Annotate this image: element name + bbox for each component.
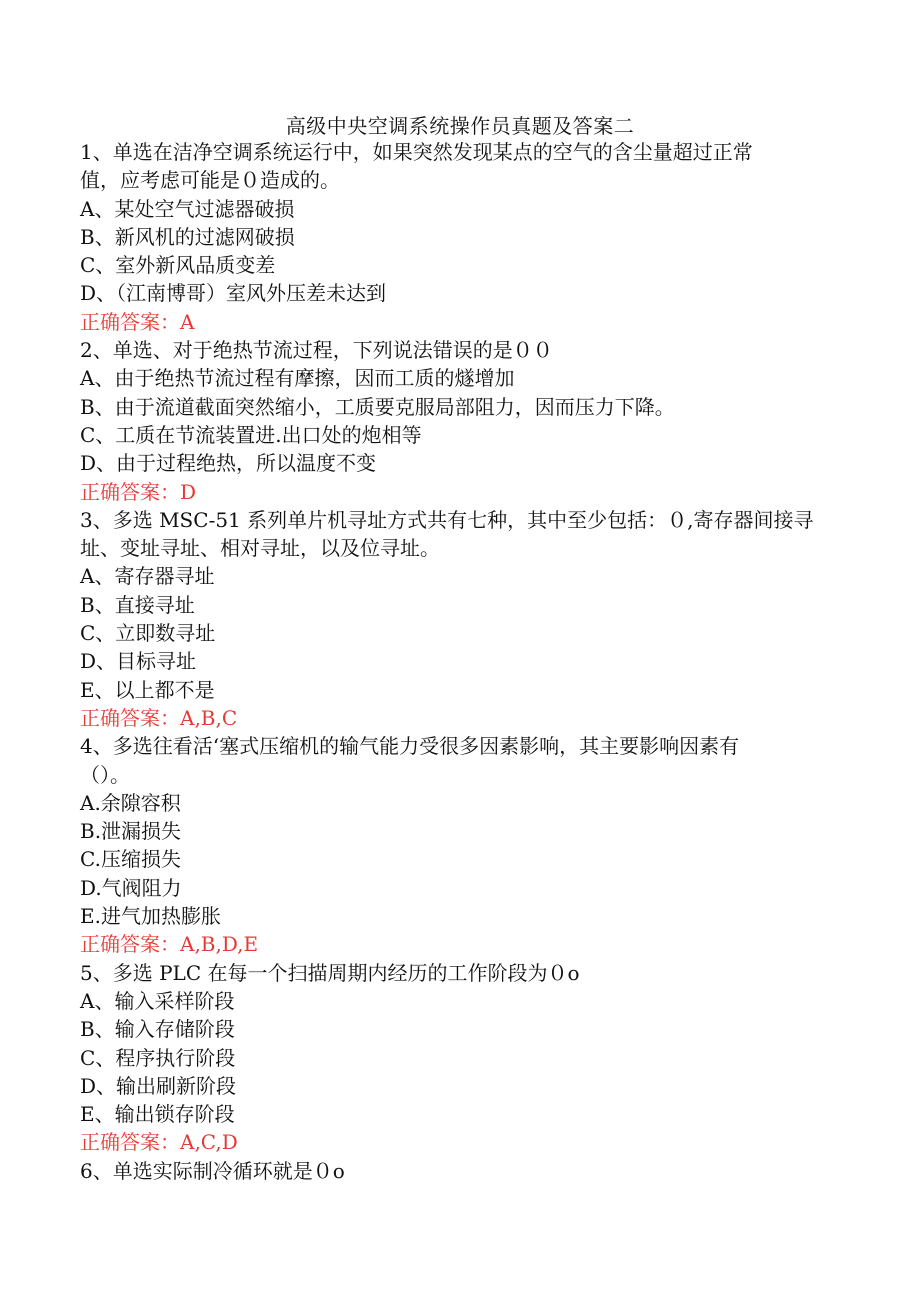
option-d: D、输出刷新阶段 <box>80 1073 237 1098</box>
question-list <box>80 138 850 1185</box>
answer-label: 正确答案： <box>80 1130 180 1155</box>
answer-line <box>80 930 850 958</box>
answer-line <box>80 704 850 732</box>
option-c: C.压缩损失 <box>80 847 181 872</box>
option-b: B、输入存储阶段 <box>80 1017 235 1042</box>
answer-label: 正确答案： <box>80 479 180 504</box>
option-a: A、由于绝热节流过程有摩擦，因而工质的燧增加 <box>80 366 515 391</box>
answer-value: A,B,D,E <box>180 932 259 957</box>
answer-label: 正确答案： <box>80 309 180 334</box>
question-stem-continued: 值，应考虑可能是０造成的。 <box>80 168 340 193</box>
question-stem: 3、多选 MSC-51 系列单片机寻址方式共有七种，其中至少包括：０,寄存器间接寻 <box>80 507 814 532</box>
question-stem-continued: 址、变址寻址、相对寻址，以及位寻址。 <box>80 536 440 561</box>
option-a: A、寄存器寻址 <box>80 564 215 589</box>
question-stem-continued: （）。 <box>80 762 130 787</box>
option-e: E、以上都不是 <box>80 677 215 702</box>
option-a: A、某处空气过滤器破损 <box>80 196 295 221</box>
option-d: D、目标寻址 <box>80 649 197 674</box>
option-b: B、直接寻址 <box>80 592 195 617</box>
question-stem: 1、单选在洁净空调系统运行中，如果突然发现某点的空气的含尘量超过正常 <box>80 140 753 164</box>
option-d: D、由于过程绝热，所以温度不变 <box>80 451 377 476</box>
answer-label: 正确答案： <box>80 705 180 730</box>
option-c: C、工质在节流装置进.出口处的炮相等 <box>80 422 422 447</box>
document-title: 高级中央空调系统操作员真题及答案二 <box>285 114 635 138</box>
option-c: C、程序执行阶段 <box>80 1045 236 1070</box>
option-b: B、由于流道截面突然缩小，工质要克服局部阻力，因而压力下降。 <box>80 394 675 419</box>
question-stem: 5、多选 PLC 在每一个扫描周期内经历的工作阶段为０o <box>80 960 580 985</box>
answer-line <box>80 308 850 336</box>
option-e: E、输出锁存阶段 <box>80 1102 235 1127</box>
answer-value: A <box>180 309 195 334</box>
question-stem: 6、单选实际制冷循环就是０o <box>80 1158 345 1183</box>
option-d: D、（江南博哥）室风外压差未达到 <box>80 281 387 306</box>
option-e: E.进气加热膨胀 <box>80 904 221 929</box>
option-b: B.泄漏损失 <box>80 819 182 844</box>
option-a: A、输入采样阶段 <box>80 988 235 1013</box>
answer-label: 正确答案： <box>80 932 180 957</box>
question-stem: 2、单选、对于绝热节流过程，下列说法错误的是００ <box>80 338 553 363</box>
option-c: C、立即数寻址 <box>80 621 216 646</box>
answer-value: D <box>180 479 197 504</box>
option-d: D.气阀阻力 <box>80 875 182 900</box>
question-stem: 4、多选往看活‘塞式压缩机的输气能力受很多因素影响，其主要影响因素有 <box>80 734 740 759</box>
option-c: C、室外新风品质变差 <box>80 253 276 278</box>
option-a: A.余隙容积 <box>80 790 181 815</box>
answer-value: A,B,C <box>180 705 238 730</box>
answer-value: A,C,D <box>180 1130 238 1155</box>
answer-line <box>80 478 850 506</box>
option-b: B、新风机的过滤网破损 <box>80 224 295 249</box>
answer-line <box>80 1128 850 1156</box>
